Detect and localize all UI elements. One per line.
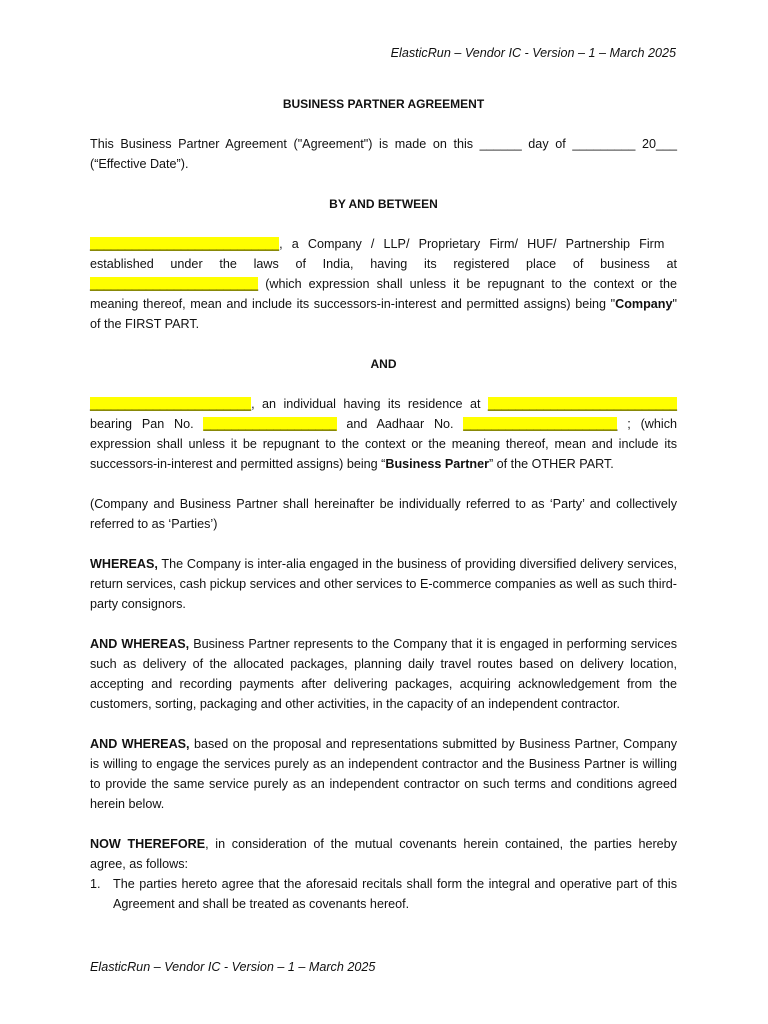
document-body	[90, 94, 677, 914]
whereas-3-label: AND WHEREAS,	[90, 737, 190, 751]
whereas-2-text: Business Partner represents to the Company that it is engaged in performing services such as delivery of the allocated packages, planning daily travel routes based on delivery location, accepting and recording payments after delivering packages, acquiring acknowledgement from the customers, sorting, packaging and other activities, in the capacity of an independent contractor.	[90, 637, 677, 711]
and-heading: AND	[370, 357, 397, 371]
whereas-2-label: AND WHEREAS,	[90, 637, 190, 651]
clause-item	[90, 874, 677, 914]
clause-text: The parties hereto agree that the aforesaid recitals shall form the integral and operative part of this Agreement and shall be treated as covenants hereof.	[113, 877, 677, 911]
now-therefore-label: NOW THEREFORE	[90, 837, 206, 851]
partner-text-5: ” of the OTHER PART.	[488, 457, 614, 471]
company-address-blank[interactable]: ________________________	[90, 277, 259, 291]
now-therefore-paragraph	[90, 834, 677, 874]
whereas-1-label: WHEREAS,	[90, 557, 158, 571]
company-text-3: " of the FIRST PART.	[90, 297, 677, 331]
whereas-1-text: The Company is inter-alia engaged in the business of providing diversified delivery services, return services, cash pickup services and other services to E-commerce companies as well as such third-party consignors.	[90, 557, 677, 611]
intro-paragraph: This Business Partner Agreement ("Agreement") is made on this ______ day of _________ 20___ (“Effective Date”).	[90, 137, 677, 171]
pan-number-blank[interactable]: ___________________	[203, 417, 337, 431]
parties-note: (Company and Business Partner shall hereinafter be individually referred to as ‘Party’ and collectively referred to as ‘Parties’)	[90, 497, 677, 531]
partner-bold-term: Business Partner	[385, 457, 489, 471]
partner-text-3: and Aadhaar No.	[336, 417, 464, 431]
whereas-paragraph-2	[90, 634, 677, 714]
aadhaar-number-blank[interactable]: ______________________	[463, 417, 618, 431]
company-text-2: (which expression shall unless it be repugnant to the context or the meaning thereof, mean and include its successors-in-interest and permitted assigns) being "	[90, 277, 677, 311]
company-paragraph	[90, 234, 677, 334]
company-text-1: , a Company / LLP/ Proprietary Firm/ HUF/ Partnership Firm established under the laws of India, having its registered place of business at	[90, 237, 677, 271]
partner-paragraph	[90, 394, 677, 474]
page-header: ElasticRun – Vendor IC - Version – 1 – March 2025	[390, 46, 676, 60]
clause-list	[90, 874, 677, 914]
partner-text-4: ; (which expression shall unless it be repugnant to the context or the meaning thereof, mean and include its successors-in-interest and permitted assigns) being “	[90, 417, 677, 471]
partner-text-2: bearing Pan No.	[90, 417, 204, 431]
now-therefore-text: , in consideration of the mutual covenants herein contained, the parties hereby agree, as follows:	[90, 837, 677, 871]
whereas-paragraph-3	[90, 734, 677, 814]
company-name-blank[interactable]: ___________________________	[90, 237, 280, 251]
by-and-between-heading: BY AND BETWEEN	[329, 197, 438, 211]
whereas-3-text: based on the proposal and representations submitted by Business Partner, Company is willing to engage the services purely as an independent contractor and the Business Partner is willing to provide the same service purely as an independent contractor on such terms and conditions agreed herein below.	[90, 737, 677, 811]
whereas-paragraph-1	[90, 554, 677, 614]
page-footer: ElasticRun – Vendor IC - Version – 1 – March 2025	[90, 960, 376, 974]
partner-text-1: , an individual having its residence at	[251, 397, 488, 411]
company-bold-term: Company	[615, 297, 673, 311]
partner-name-blank[interactable]: _______________________	[90, 397, 252, 411]
clause-number: 1.	[90, 877, 101, 891]
partner-residence-blank[interactable]: ___________________________	[487, 397, 677, 411]
document-title: BUSINESS PARTNER AGREEMENT	[282, 97, 485, 111]
